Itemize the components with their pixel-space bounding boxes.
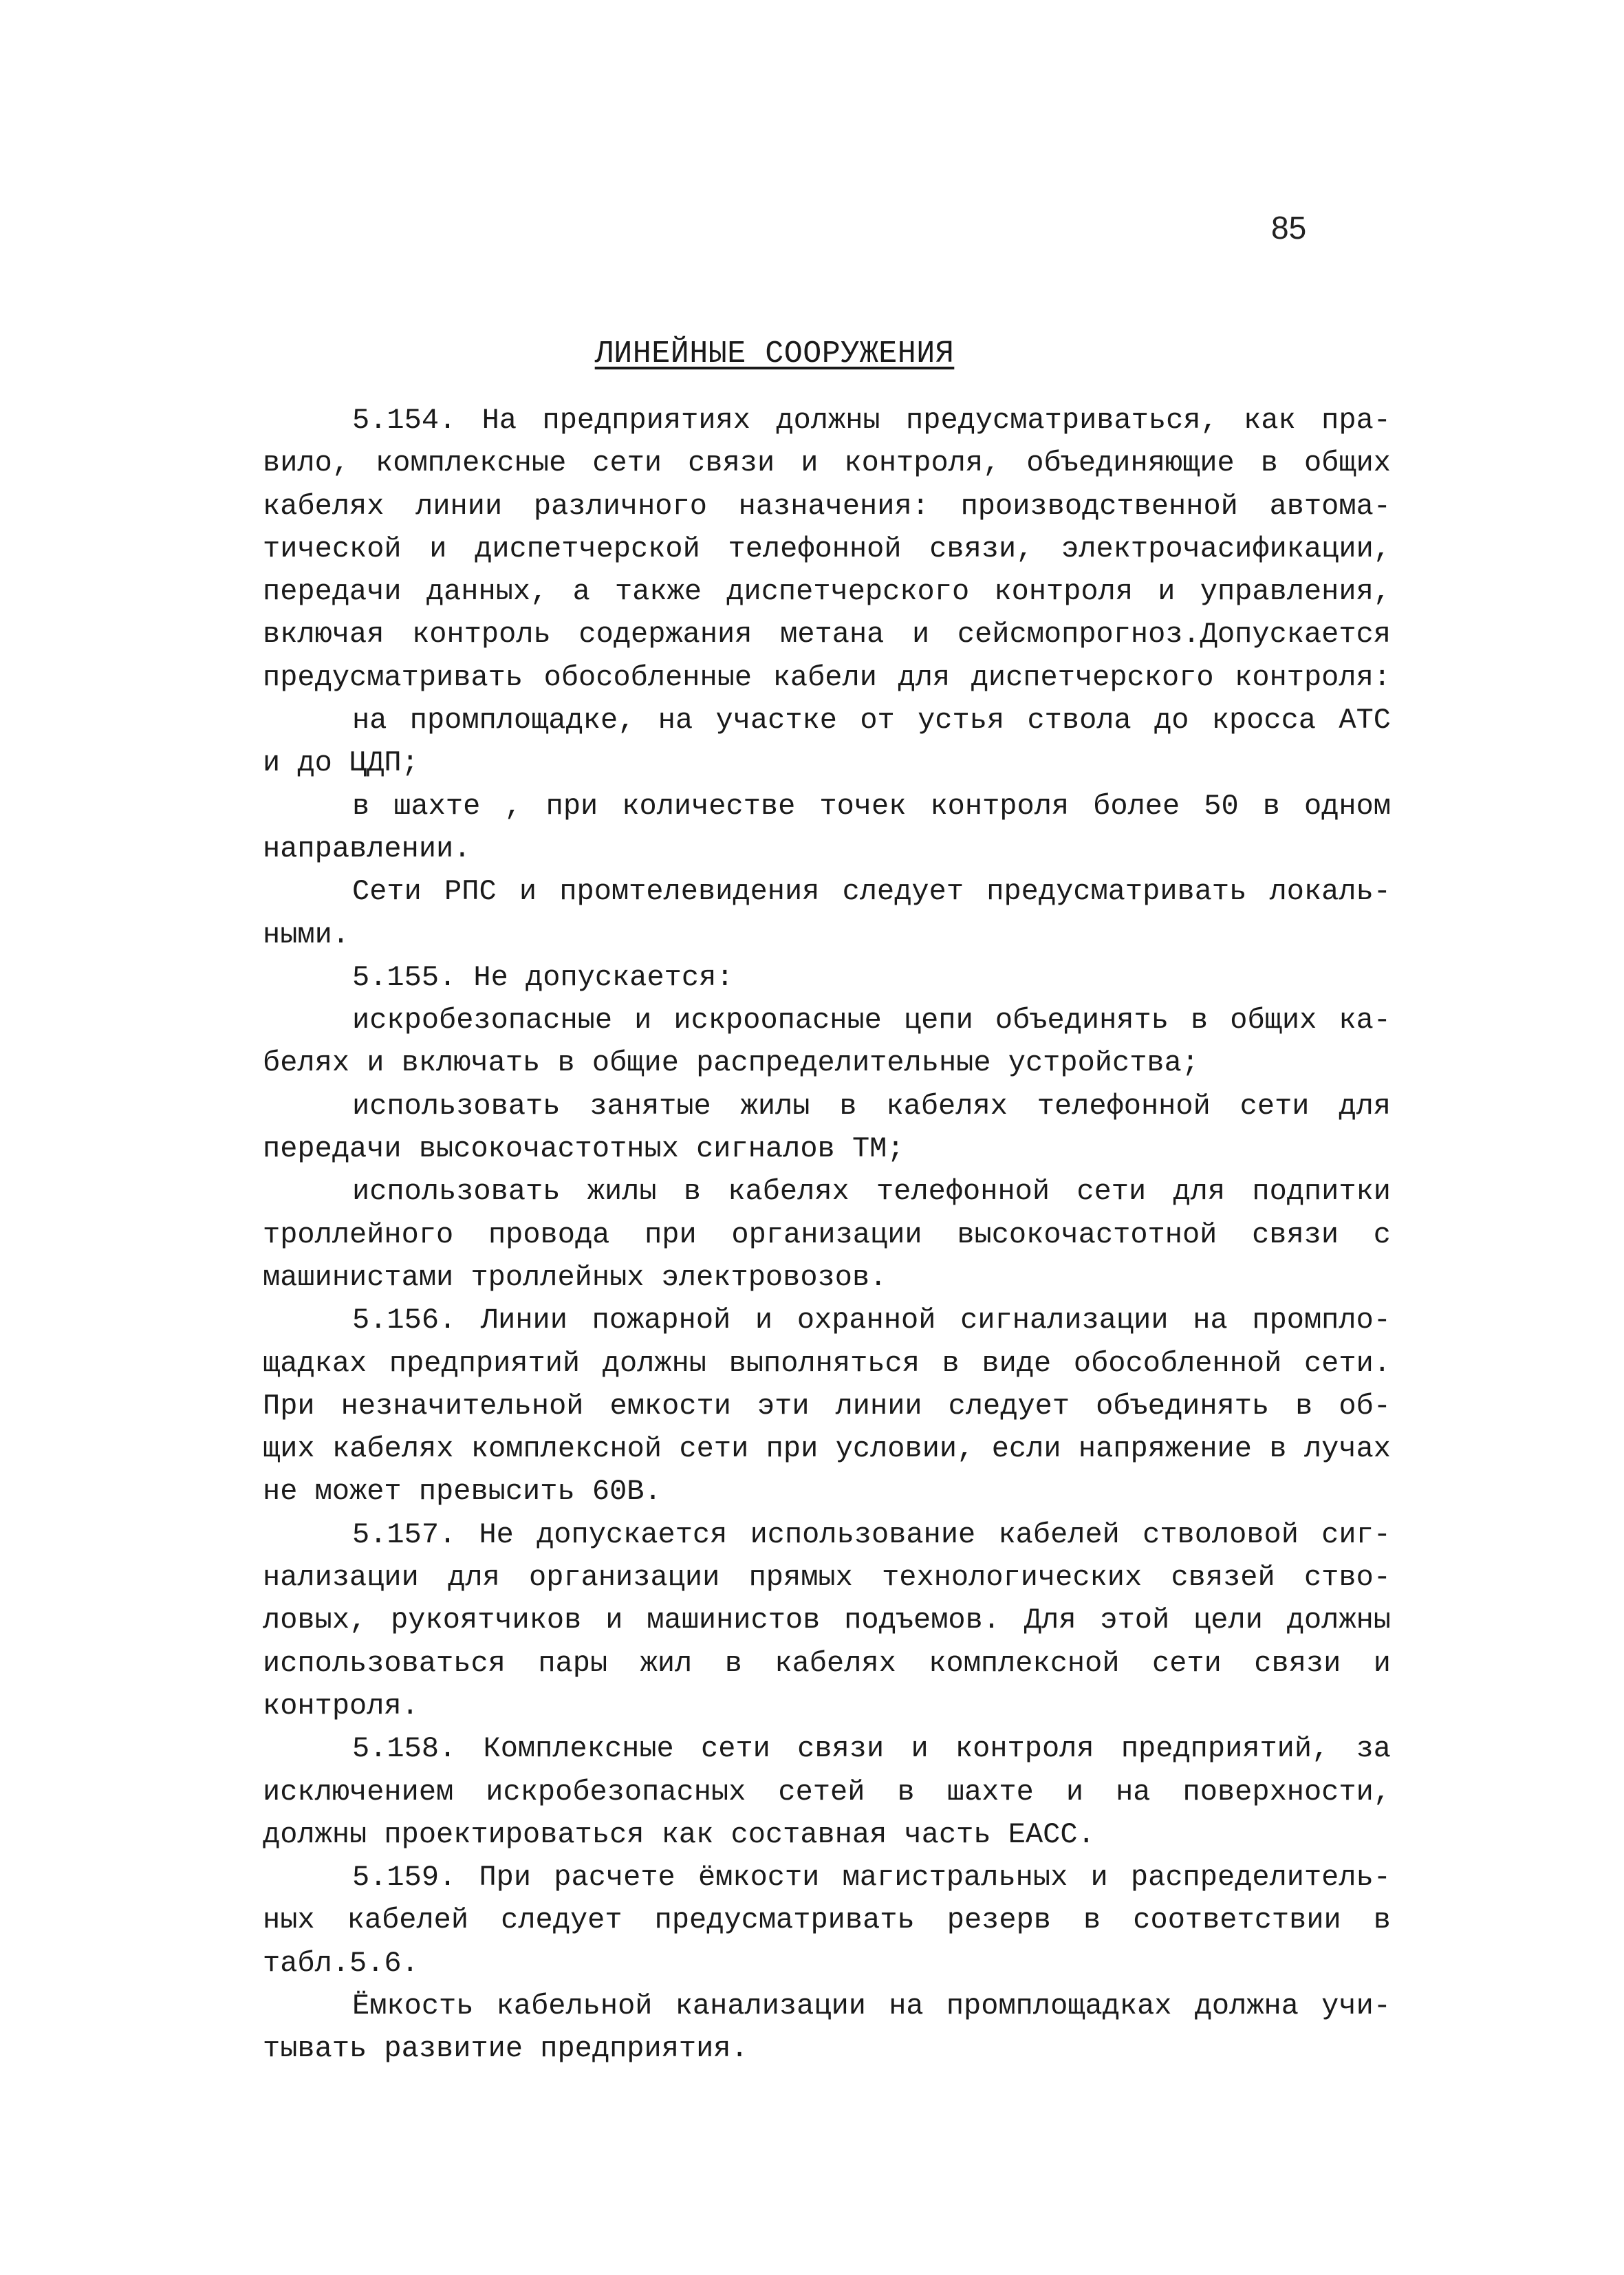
text-line: тывать развитие предприятия. [263, 2032, 748, 2066]
text-line: на промплощадке, на участке от устья ствола до кросса АТС [352, 704, 1391, 737]
text-line: искробезопасные и искроопасные цепи объединять в общих ка- [352, 1004, 1391, 1037]
text-line: передачи данных, а также диспетчерского контроля и управления, [263, 575, 1391, 609]
text-line: ловых, рукоятчиков и машинистов подъемов. Для этой цели должны [263, 1604, 1391, 1637]
text-line: 5.156. Линии пожарной и охранной сигнализации на промпло- [352, 1304, 1391, 1337]
text-line: ными. [263, 918, 350, 951]
text-line: табл.5.6. [263, 1946, 419, 1980]
text-line: включая контроль содержания метана и сейсмопрогноз.Допускается [263, 618, 1391, 651]
text-line: 5.154. На предприятиях должны предусматриваться, как пра- [352, 404, 1391, 437]
text-line: троллейного провода при организации высокочастотной связи с [263, 1218, 1391, 1251]
text-line: предусматривать обособленные кабели для диспетчерского контроля: [263, 660, 1391, 694]
text-line: использовать занятые жилы в кабелях телефонной сети для [352, 1089, 1391, 1123]
text-line: 5.159. При расчете ёмкости магистральных и распределитель- [352, 1861, 1391, 1895]
text-line: 5.158. Комплексные сети связи и контроля предприятий, за [352, 1732, 1391, 1766]
page-number: 85 [1271, 210, 1307, 246]
text-line: машинистами троллейных электровозов. [263, 1260, 887, 1294]
text-line: ных кабелей следует предусматривать резерв в соответствии в [263, 1904, 1391, 1937]
text-line: не может превысить 60В. [263, 1475, 662, 1509]
text-line: передачи высокочастотных сигналов ТМ; [263, 1132, 905, 1166]
text-line: вило, комплексные сети связи и контроля, объединяющие в общих [263, 446, 1391, 480]
text-line: и до ЦДП; [263, 746, 419, 780]
section-heading: ЛИНЕЙНЫЕ СООРУЖЕНИЯ [594, 336, 955, 371]
text-line: использоваться пары жил в кабелях комплексной сети связи и [263, 1646, 1391, 1680]
text-line: тической и диспетчерской телефонной связи, электрочасификации, [263, 532, 1391, 565]
text-line: контроля. [263, 1689, 419, 1723]
text-line: нализации для организации прямых технологических связей ство- [263, 1561, 1391, 1595]
text-line: в шахте , при количестве точек контроля более 50 в одном [352, 789, 1391, 823]
text-line: использовать жилы в кабелях телефонной сети для подпитки [352, 1175, 1391, 1209]
text-line: При незначительной емкости эти линии следует объединять в об- [263, 1389, 1391, 1423]
text-line: кабелях линии различного назначения: производственной автома- [263, 489, 1391, 523]
text-line: щадках предприятий должны выполняться в виде обособленной сети. [263, 1346, 1391, 1380]
text-line: 5.155. Не допускается: [352, 960, 734, 994]
text-line: направлении. [263, 832, 471, 865]
text-line: должны проектироваться как составная часть ЕАСС. [263, 1818, 1095, 1851]
text-line: Сети РПС и промтелевидения следует предусматривать локаль- [352, 875, 1391, 909]
text-line: 5.157. Не допускается использование кабелей стволовой сиг- [352, 1518, 1391, 1551]
text-line: Ёмкость кабельной канализации на промплощадках должна учи- [352, 1989, 1391, 2023]
text-line: исключением искробезопасных сетей в шахте и на поверхности, [263, 1775, 1391, 1809]
document-body [263, 399, 1391, 2071]
text-line: щих кабелях комплексной сети при условии, если напряжение в лучах [263, 1432, 1391, 1466]
text-line: белях и включать в общие распределительные устройства; [263, 1046, 1200, 1080]
